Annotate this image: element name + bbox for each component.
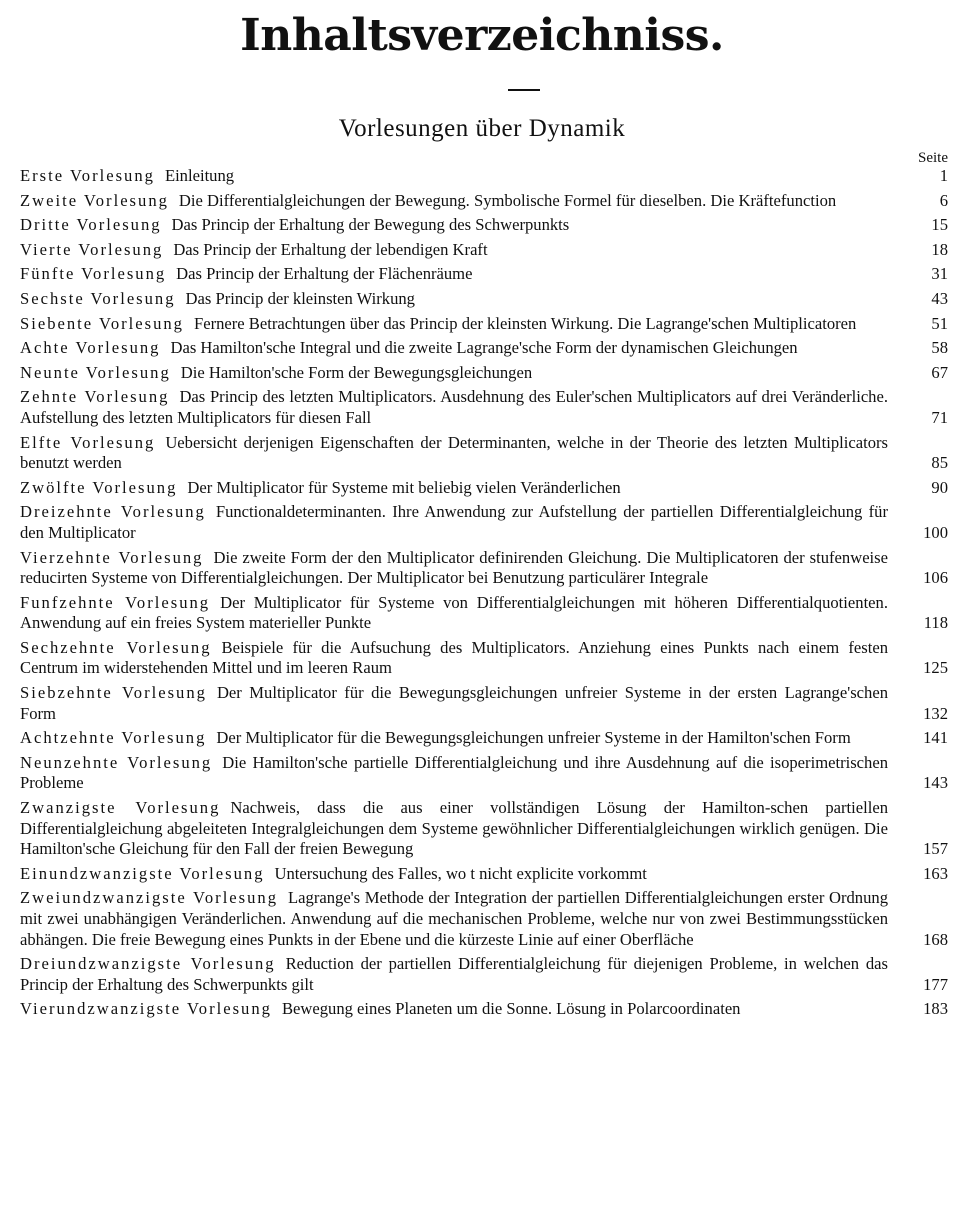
lecture-label: Vierte Vorlesung	[20, 239, 164, 259]
lecture-description: Die zweite Form der den Multiplicator definirenden Gleichung. Die Multiplicatoren der stufenweise reducirten Systeme von Differentialgleichungen. Der Multiplicator bei Benutzung particulärer Integrale	[20, 547, 888, 588]
entry-text	[20, 191, 902, 212]
lecture-label: Sechste Vorlesung	[20, 288, 176, 308]
lecture-label: Erste Vorlesung	[20, 166, 155, 185]
entry-text	[20, 638, 902, 679]
toc-entry	[20, 387, 948, 428]
lecture-description: Beispiele für die Aufsuchung des Multiplicators. Anziehung eines Punkts nach einem festen Centrum im widerstehenden Mittel und im leeren Raum	[20, 637, 888, 678]
page-number: 43	[931, 288, 948, 308]
lecture-label: Vierundzwanzigste Vorlesung	[20, 999, 272, 1019]
entry-text	[20, 433, 902, 474]
lecture-description: Lagrange's Methode der Integration der partiellen Differentialgleichungen erster Ordnung mit zwei unabhängigen Veränderlichen. Anwendung auf die mechanischen Probleme, welche nur von zwei Bestimmungsstücken abhängen. Die freie Bewegung eines Punkts in der Ebene und die kürzeste Linie auf einer Oberfläche	[20, 888, 888, 949]
title-rule	[508, 89, 540, 91]
lecture-description: Functionaldeterminanten. Ihre Anwendung zur Aufstellung der partiellen Differentialgleichung für den Multiplicator	[20, 502, 889, 542]
page-number: 100	[923, 522, 948, 542]
toc-entry	[20, 638, 948, 679]
lecture-label: Zweite Vorlesung	[20, 190, 169, 210]
lecture-label: Siebente Vorlesung	[20, 313, 184, 333]
lecture-label: Zwanzigste Vorlesung	[20, 798, 221, 818]
toc-entry	[20, 999, 948, 1020]
page-number: 163	[923, 863, 948, 883]
page-number: 18	[931, 239, 948, 259]
toc-entry	[20, 548, 948, 589]
toc-entry	[20, 798, 948, 860]
toc-entry	[20, 264, 948, 285]
page-number: 106	[923, 568, 948, 588]
lecture-description: Die Differentialgleichungen der Bewegung. Symbolische Formel für dieselben. Die Kräftefunction	[178, 190, 837, 210]
lecture-description: Reduction der partiellen Differentialgleichung für diejenigen Probleme, in welchen das Princip der Erhaltung des Schwerpunkts gilt	[20, 954, 888, 994]
entry-text	[20, 264, 902, 285]
entry-text	[20, 502, 902, 543]
page-number: 15	[931, 215, 948, 235]
page-number: 90	[931, 477, 948, 497]
toc-entry	[20, 166, 948, 187]
lecture-description: Das Princip der Erhaltung der Bewegung des Schwerpunkts	[171, 215, 570, 235]
page-column-label: Seite	[918, 150, 948, 166]
lecture-description: Das Princip des letzten Multiplicators. Ausdehnung des Euler'schen Multiplicators auf drei Veränderliche. Aufstellung des letzten Multiplicators für diesen Fall	[20, 387, 888, 427]
lecture-description: Der Multiplicator für Systeme mit beliebig vielen Veränderlichen	[187, 477, 621, 497]
page-number: 177	[923, 974, 948, 994]
lecture-description: Die Hamilton'sche partielle Differentialgleichung und ihre Ausdehnung auf die isoperimetrischen Probleme	[20, 752, 888, 793]
lecture-description: Die Hamilton'sche Form der Bewegungsgleichungen	[180, 362, 533, 382]
toc-entry	[20, 191, 948, 212]
entry-text	[20, 864, 902, 885]
lecture-description: Der Multiplicator für die Bewegungsgleichungen unfreier Systeme in der ersten Lagrange'schen Form	[20, 683, 888, 723]
lecture-label: Neunzehnte Vorlesung	[20, 752, 213, 772]
entry-text	[20, 363, 902, 384]
lecture-description: Uebersicht derjenigen Eigenschaften der Determinanten, welche in der Theorie des letzten Multiplicators benutzt werden	[20, 432, 888, 473]
toc-entry	[20, 289, 948, 310]
lecture-label: Elfte Vorlesung	[20, 432, 156, 452]
section-title: Vorlesungen über Dynamik	[338, 115, 626, 142]
page-number: 132	[923, 703, 948, 723]
entry-text	[20, 798, 902, 860]
entry-text	[20, 548, 902, 589]
lecture-description: Das Hamilton'sche Integral und die zweite Lagrange'sche Form der dynamischen Gleichungen	[170, 338, 798, 358]
page-number: 6	[939, 190, 948, 210]
toc-entry	[20, 215, 948, 236]
page-number: 143	[923, 773, 948, 793]
lecture-description: Nachweis, dass die aus einer vollständigen Lösung der Hamilton-schen partiellen Differentialgleichung abgeleiteten Integralgleichungen dem Systeme gewöhnlicher Differentialgleichungen wirklich genügen. Die Hamilton'sche Gleichung für den Fall der freien Bewegung	[20, 798, 888, 859]
toc-entry-list	[20, 166, 948, 1024]
toc-title: Inhaltsverzeichniss.	[240, 10, 724, 61]
entry-text	[20, 999, 902, 1020]
toc-entry	[20, 728, 948, 749]
page-number: 183	[923, 999, 948, 1019]
toc-entry	[20, 954, 948, 995]
lecture-label: Zwölfte Vorlesung	[20, 477, 178, 497]
entry-text	[20, 215, 902, 236]
lecture-label: Dreiundzwanzigste Vorlesung	[20, 954, 276, 974]
lecture-description: Das Princip der kleinsten Wirkung	[185, 288, 415, 308]
lecture-label: Achte Vorlesung	[20, 338, 161, 358]
toc-entry	[20, 433, 948, 474]
toc-entry	[20, 314, 948, 335]
page-number: 168	[923, 929, 948, 949]
toc-entry	[20, 478, 948, 499]
toc-entry	[20, 593, 948, 634]
toc-entry	[20, 864, 948, 885]
entry-text	[20, 683, 902, 724]
toc-entry	[20, 338, 948, 359]
lecture-description: Das Princip der Erhaltung der lebendigen Kraft	[173, 239, 488, 259]
page-number: 51	[931, 313, 948, 333]
lecture-label: Zehnte Vorlesung	[20, 387, 170, 407]
lecture-description: Der Multiplicator für die Bewegungsgleichungen unfreier Systeme in der Hamilton'schen Form	[216, 728, 851, 748]
entry-text	[20, 753, 902, 794]
entry-text	[20, 289, 902, 310]
toc-entry	[20, 888, 948, 950]
toc-entry	[20, 753, 948, 794]
entry-text	[20, 728, 902, 749]
lecture-description: Bewegung eines Planeten um die Sonne. Lösung in Polarcoordinaten	[281, 999, 741, 1019]
lecture-description: Einleitung	[164, 166, 235, 185]
lecture-label: Achtzehnte Vorlesung	[20, 728, 207, 748]
entry-text	[20, 888, 902, 950]
entry-text	[20, 478, 902, 499]
toc-entry	[20, 683, 948, 724]
page-number: 141	[923, 728, 948, 748]
lecture-description: Fernere Betrachtungen über das Princip der kleinsten Wirkung. Die Lagrange'schen Multiplicatoren	[193, 313, 857, 333]
page-number: 67	[931, 362, 948, 382]
page-number: 85	[931, 453, 948, 473]
entry-text	[20, 166, 902, 187]
lecture-label: Dreizehnte Vorlesung	[20, 502, 206, 522]
entry-text	[20, 954, 902, 995]
lecture-label: Siebzehnte Vorlesung	[20, 683, 207, 703]
lecture-label: Fünfte Vorlesung	[20, 264, 167, 284]
page-number: 31	[931, 264, 948, 284]
lecture-label: Einundzwanzigste Vorlesung	[20, 863, 265, 883]
lecture-description: Der Multiplicator für Systeme von Differentialgleichungen mit höheren Differentialquotienten. Anwendung auf ein freies System materieller Punkte	[20, 592, 888, 633]
entry-text	[20, 314, 902, 335]
toc-entry	[20, 240, 948, 261]
lecture-description: Untersuchung des Falles, wo t nicht explicite vorkommt	[274, 863, 647, 883]
lecture-description: Das Princip der Erhaltung der Flächenräume	[176, 264, 473, 284]
toc-entry	[20, 502, 948, 543]
lecture-label: Sechzehnte Vorlesung	[20, 637, 212, 657]
page-number: 118	[923, 613, 948, 633]
entry-text	[20, 387, 902, 428]
lecture-label: Zweiundzwanzigste Vorlesung	[20, 888, 279, 908]
lecture-label: Dritte Vorlesung	[20, 215, 162, 235]
lecture-label: Neunte Vorlesung	[20, 362, 171, 382]
entry-text	[20, 338, 902, 359]
page-number: 157	[923, 839, 948, 859]
toc-entry	[20, 363, 948, 384]
entry-text	[20, 240, 902, 261]
lecture-label: Funfzehnte Vorlesung	[20, 592, 211, 612]
page-number: 1	[939, 166, 948, 185]
entry-text	[20, 593, 902, 634]
page-number: 58	[931, 338, 948, 358]
page-number: 125	[923, 658, 948, 678]
lecture-label: Vierzehnte Vorlesung	[20, 547, 204, 567]
page-number: 71	[931, 407, 948, 427]
